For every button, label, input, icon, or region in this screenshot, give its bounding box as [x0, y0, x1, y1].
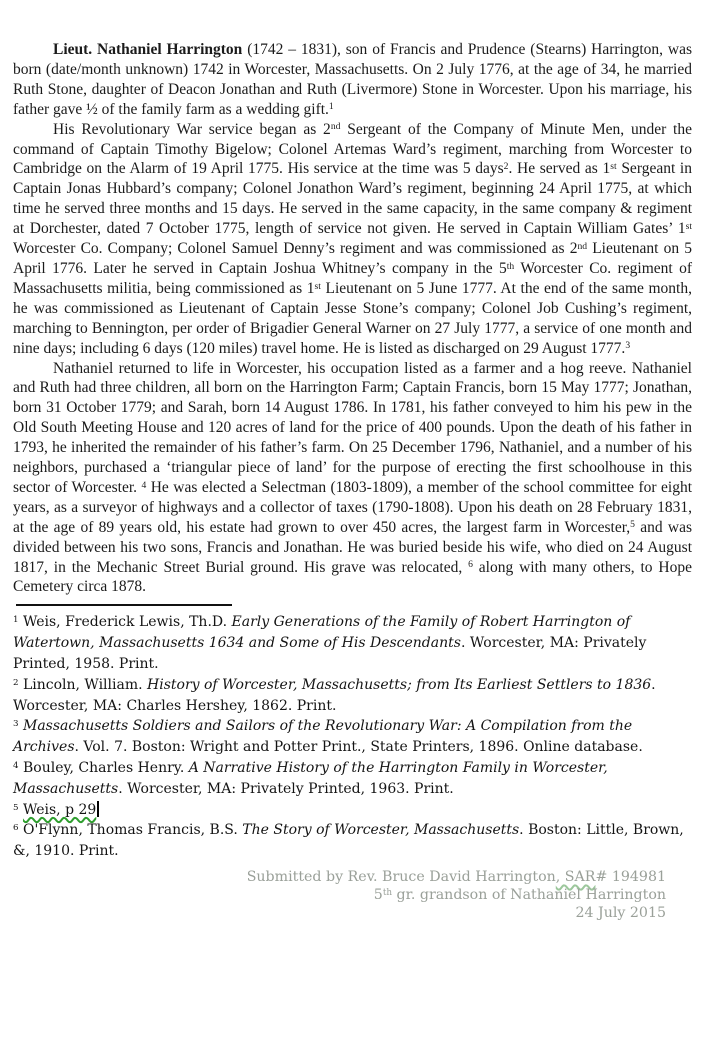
text-run: and was divided between his two sons, Francis and Jonathan. He was buried beside his wife, who died on 24 August 1817, in the Mechanic Street Burial ground. His grave was relocated,: [13, 518, 692, 576]
footnote-number: 2: [13, 677, 19, 688]
text-run: O'Flynn, Thomas Francis, B.S.: [18, 822, 243, 839]
text-run: . Boston: Little, Brown, &, 1910. Print.: [13, 822, 684, 860]
footnote-ref-3: 3: [625, 340, 631, 352]
paragraph-2[interactable]: [13, 120, 692, 359]
grammar-squiggle-text: , SAR: [555, 868, 596, 885]
text-run: Worcester Co. Company; Colonel Samuel Denny’s regiment and was commissioned as 2: [13, 240, 578, 258]
paragraph-1[interactable]: [13, 40, 692, 120]
footnote-ref-6: 6: [468, 559, 473, 571]
text-cursor: [97, 801, 99, 817]
footnote-3[interactable]: [13, 716, 692, 758]
book-title: Early Generations of the Family of Robert Harrington of Watertown, Massachusetts 1634 and Some of His Descendants: [13, 614, 631, 652]
footnote-number: 3: [13, 719, 19, 730]
text-run: Lincoln, William.: [18, 676, 148, 693]
footnote-ref-2: 2: [503, 161, 509, 173]
text-run: He was elected a Selectman (1803-1809), a member of the school committee for eight years, as a surveyor of highways and a collector of taxes (1790-1808). Upon his death on 28 February 1831, at the age of 89 years old, his estate had grown to over 450 acres, the largest farm in Worcester,: [13, 478, 692, 536]
text-run: (1742 – 1831), son of Francis and Prudence (Stearns) Harrington, was born (date/month unknown) 1742 in Worcester, Massachusetts. On 2 July 1776, at the age of 34, he married Ruth Stone, daughter of Deacon Jonathan and Ruth (Livermore) Stone in Worcester. Upon his marriage, his father gave ½ of the family farm as a wedding gift.: [13, 41, 693, 118]
signature-block: [13, 868, 692, 922]
text-run: His Revolutionary War service began as 2: [53, 120, 331, 138]
ordinal-suffix: st: [610, 161, 617, 173]
grammar-squiggle-text: Weis, p 29: [22, 801, 97, 818]
book-title: The Story of Worcester, Massachusetts: [242, 822, 520, 839]
footnote-1[interactable]: [13, 612, 692, 674]
text-run: . Worcester, MA: Charles Hershey, 1862. Print.: [13, 676, 656, 714]
text-run: . Worcester, MA: Privately Printed, 1963. Print.: [118, 780, 454, 797]
footnote-4[interactable]: [13, 758, 692, 800]
ordinal-suffix: th: [506, 260, 515, 272]
text-run: 5: [373, 886, 383, 903]
footnote-5[interactable]: [13, 800, 692, 821]
text-run: along with many others, to Hope Cemetery circa 1878.: [13, 558, 692, 596]
text-run: . Worcester, MA: Privately Printed, 1958. Print.: [13, 635, 647, 672]
text-run: Nathaniel returned to life in Worcester, his occupation listed as a farmer and a hog reeve. Nathaniel and Ruth had three children, all born on the Harrington Farm; Captain Francis, born 15 May 1777; Jonathan, born 31 October 1779; and Sarah, born 14 August 1786. In 1781, his father conveyed to him his pew in the Old South Meeting House and 120 acres of land for the price of 400 pounds. Upon the death of his father in 1793, he inherited the remainder of his father’s farm. On 25 December 1796, Nathaniel, and a number of his neighbors, purchased a ‘triangular piece of land’ for the purpose of erecting the first schoolhouse in this sector of Worcester.: [13, 359, 692, 496]
text-run: Lieutenant on 5 April 1776. Later he served in Captain Joshua Whitney’s company in the 5: [13, 240, 692, 277]
sar-number: # 194981: [595, 868, 666, 885]
submitter-name: Submitted by Rev. Bruce David Harrington: [246, 868, 556, 885]
footnote-ref-4: 4: [141, 479, 147, 491]
footnote-number: 6: [13, 823, 19, 834]
ordinal-suffix: st: [685, 220, 692, 232]
footnote-number: 4: [13, 761, 19, 772]
text-run: Weis, Frederick Lewis, Th.D.: [18, 614, 232, 631]
footnote-number: 1: [13, 615, 19, 626]
footnote-2[interactable]: [13, 675, 692, 717]
book-title: Massachusetts Soldiers and Sailors of the Revolutionary War: A Compilation from the Archives: [13, 718, 633, 756]
text-run: Sergeant in Captain Jonas Hubbard’s company; Colonel Jonathon Ward’s regiment, beginning 24 April 1775, at which time he served three months and 15 days. He served in the same capacity, in the same company & regiment at Dorchester, dated 7 October 1775, length of service not given. He served in Captain William Gates’ 1: [13, 160, 692, 238]
text-run: Sergeant of the Company of Minute Men, under the command of Captain Timothy Bigelow; Colonel Artemas Ward’s regiment, marching from Worcester to Cambridge on the Alarm of 19 April 1775. His service at the time was 5 days: [13, 120, 692, 178]
signature-line-1[interactable]: [13, 868, 692, 886]
text-run: Bouley, Charles Henry.: [18, 759, 189, 776]
ordinal-suffix: nd: [577, 240, 588, 252]
footnote-ref-5: 5: [630, 519, 635, 531]
signature-line-3[interactable]: [13, 904, 692, 922]
footnote-number: 5: [13, 802, 19, 813]
text-run: . He served as 1: [508, 160, 611, 178]
ordinal-suffix: st: [314, 280, 321, 292]
relationship: gr. grandson of Nathaniel Harrington: [392, 886, 666, 903]
book-title: History of Worcester, Massachusetts; from Its Earliest Settlers to 1836: [147, 676, 652, 693]
footnote-separator: [16, 604, 232, 606]
paragraph-3[interactable]: [13, 359, 692, 598]
footnote-ref-1: 1: [328, 101, 334, 113]
footnote-6[interactable]: [13, 820, 692, 862]
ordinal-suffix: nd: [330, 121, 341, 133]
signature-line-2[interactable]: [13, 886, 692, 904]
document-body: [13, 40, 692, 597]
book-title: A Narrative History of the Harrington Family in Worcester, Massachusetts: [13, 759, 608, 797]
footnotes-section: [13, 612, 692, 862]
submission-date: 24 July 2015: [575, 904, 666, 921]
text-run: Lieutenant on 5 June 1777. At the end of the same month, he was commissioned as Lieutenant of Captain Jesse Stone’s company; Colonel Job Cushing’s regiment, marching to Bennington, per order of Brigadier General Warner on 27 July 1777, a service of one month and nine days; including 6 days (120 miles) travel home. He is listed as discharged on 29 August 1777.: [13, 279, 692, 357]
text-run: Worcester Co. regiment of Massachusetts militia, being commissioned as 1: [13, 259, 693, 297]
text-run: . Vol. 7. Boston: Wright and Potter Print., State Printers, 1896. Online database.: [74, 739, 643, 756]
ordinal-suffix: th: [382, 887, 393, 898]
subject-name: Lieut. Nathaniel Harrington: [53, 41, 243, 58]
